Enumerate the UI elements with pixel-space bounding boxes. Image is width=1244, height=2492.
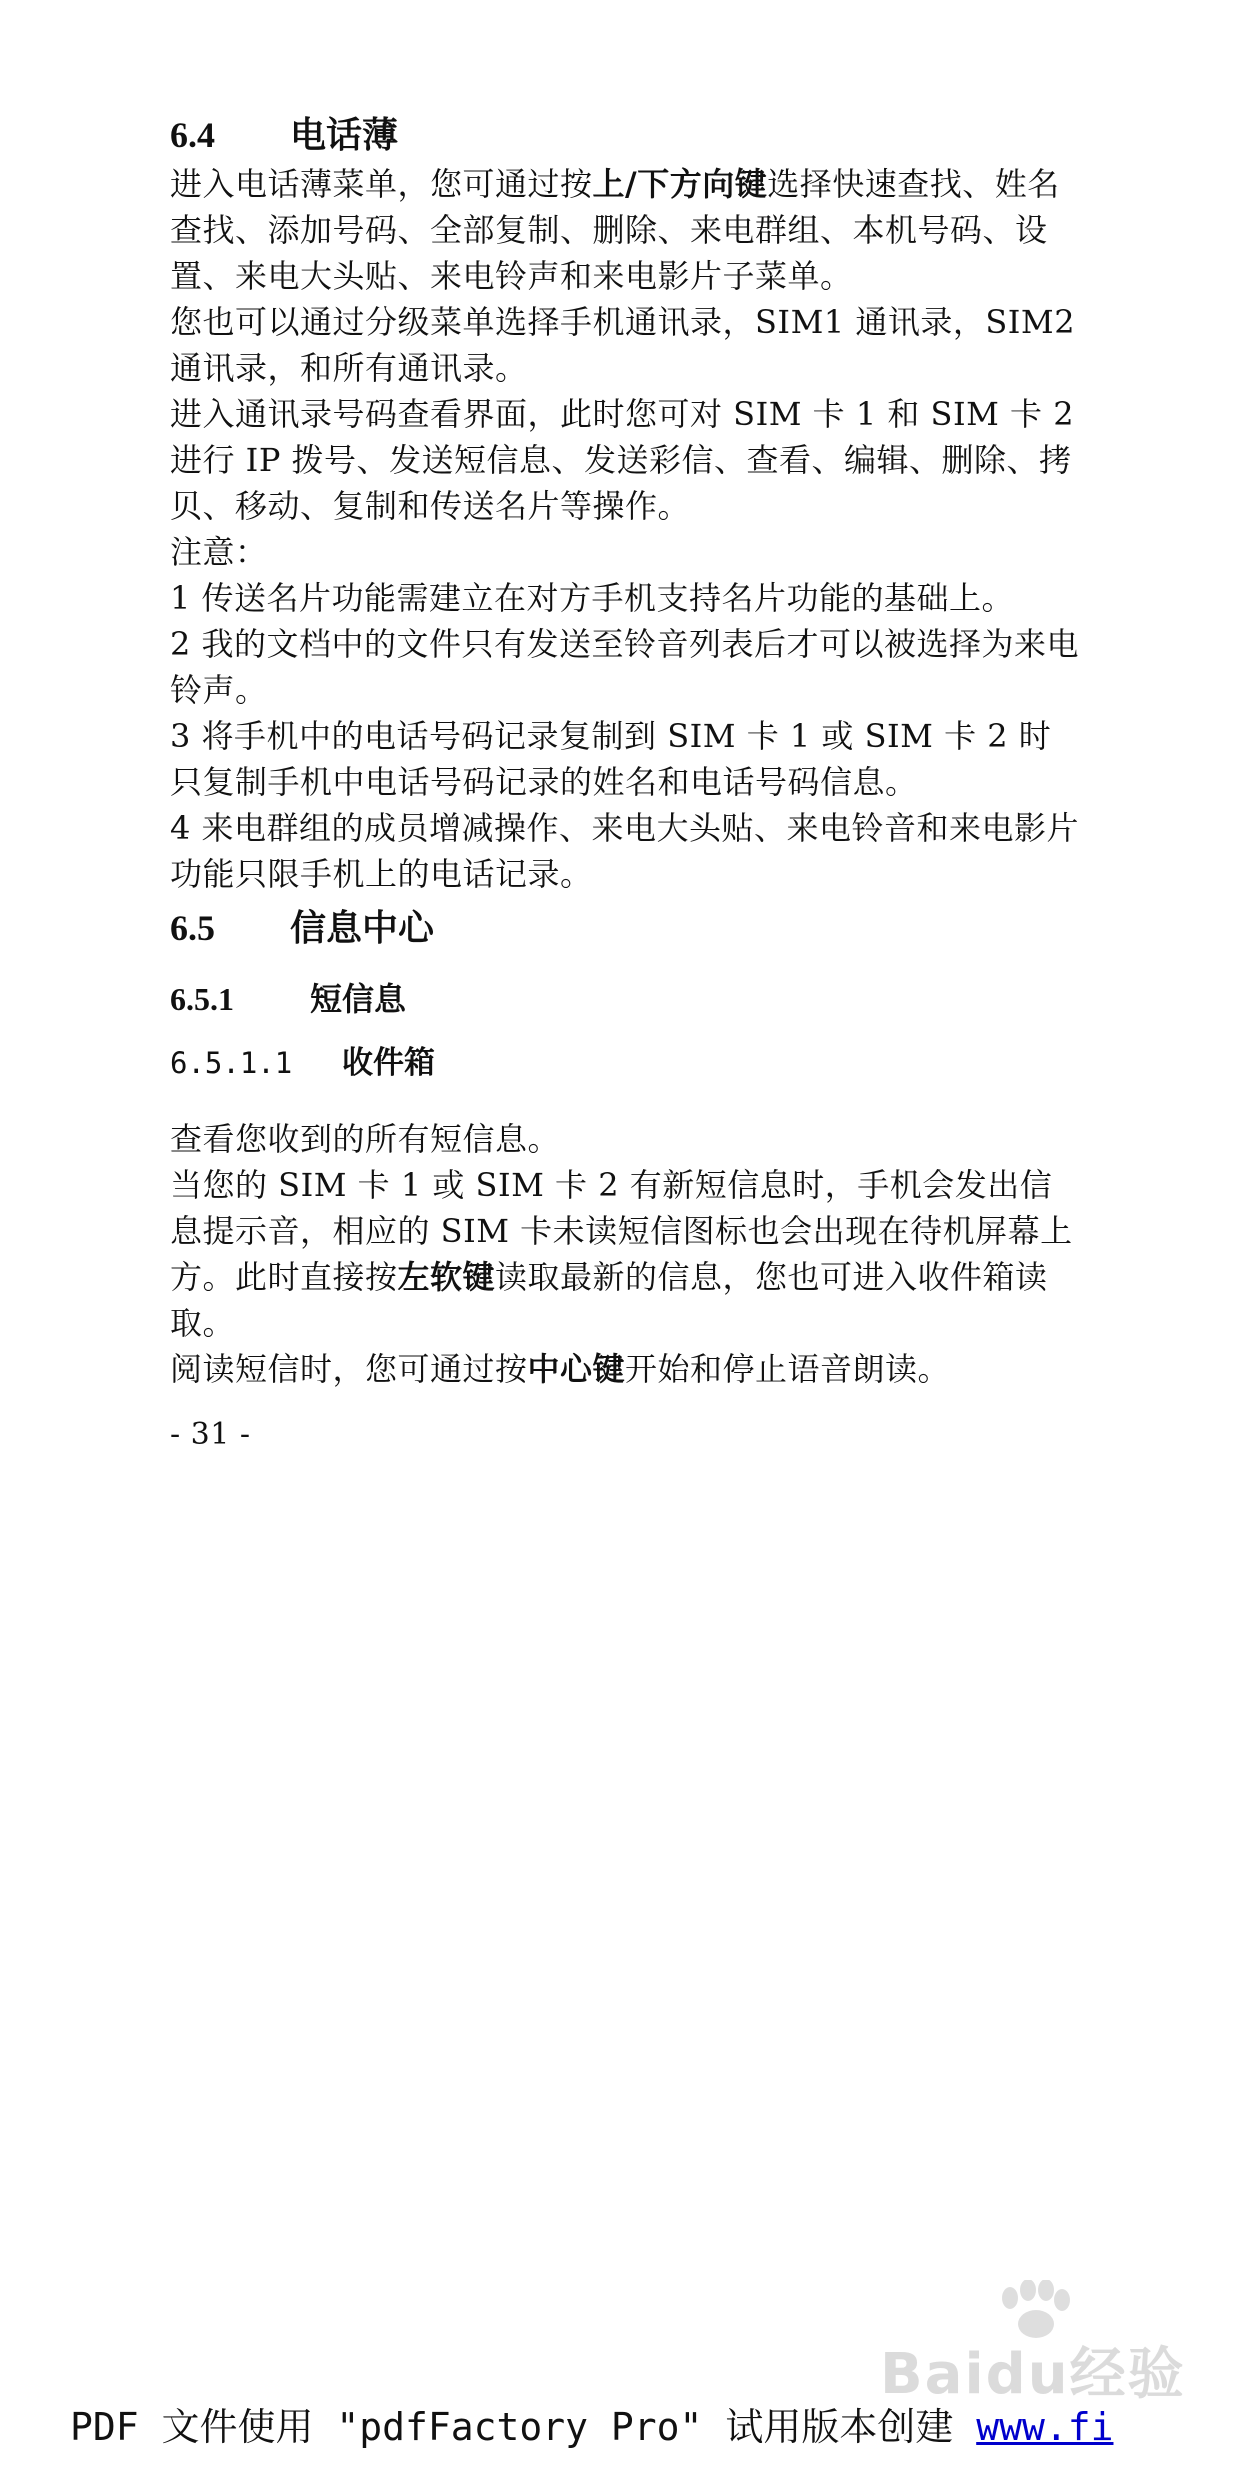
section-number: 6.5.1.1 <box>170 1046 293 1080</box>
inbox-paragraph-1: 查看您收到的所有短信息。 <box>170 1120 561 1158</box>
note-item: 4 来电群组的成员增减操作、来电大头贴、来电铃音和来电影片功能只限手机上的电话记录。 <box>170 809 1080 893</box>
note-label: 注意： <box>170 533 268 571</box>
phonebook-paragraph-3: 进入通讯录号码查看界面，此时您可对 SIM 卡 1 和 SIM 卡 2 进行 IP 拨号、发送短信息、发送彩信、查看、编辑、删除、拷贝、移动、复制和传送名片等操作。 <box>170 395 1075 525</box>
footer-link[interactable]: www.fi <box>976 2405 1114 2449</box>
section-number: 6.5.1 <box>170 981 234 1017</box>
section-title: 电话薄 <box>290 115 399 156</box>
section-number: 6.5 <box>170 908 215 948</box>
section-6-4-heading <box>170 110 1080 161</box>
key-name-center: 中心键 <box>527 1350 626 1388</box>
section-6-5-1-1-heading <box>170 1040 1080 1086</box>
section-6-5-heading <box>170 903 1080 954</box>
baidu-watermark <box>860 2280 1190 2407</box>
section-title: 信息中心 <box>290 908 435 949</box>
section-title: 收件箱 <box>342 1045 435 1081</box>
page-number: - 31 - <box>170 1417 251 1452</box>
note-item: 3 将手机中的电话号码记录复制到 SIM 卡 1 或 SIM 卡 2 时只复制手机中电话号码记录的姓名和电话号码信息。 <box>170 717 1052 801</box>
section-title: 短信息 <box>310 980 407 1018</box>
key-name-left-soft: 左软键 <box>397 1258 496 1296</box>
phonebook-paragraph-2: 您也可以通过分级菜单选择手机通讯录，SIM1 通讯录，SIM2 通讯录，和所有通讯录。 <box>170 303 1076 387</box>
phonebook-paragraph-1: 进入电话薄菜单，您可通过按上/下方向键选择快速查找、姓名查找、添加号码、全部复制、删除、来电群组、本机号码、设置、来电大头贴、来电铃声和来电影片子菜单。 <box>170 165 1060 295</box>
inbox-paragraph-3: 阅读短信时，您可通过按中心键开始和停止语音朗读。 <box>170 1350 951 1388</box>
footer-text: PDF 文件使用 "pdfFactory Pro" 试用版本创建 <box>70 2405 977 2449</box>
note-item: 2 我的文档中的文件只有发送至铃音列表后才可以被选择为来电铃声。 <box>170 625 1080 709</box>
inbox-paragraph-2: 当您的 SIM 卡 1 或 SIM 卡 2 有新短信息时，手机会发出信息提示音，相应的 SIM 卡未读短信图标也会出现在待机屏幕上方。此时直接按左软键读取最新的信息，您也可进入收件箱读取。 <box>170 1166 1073 1342</box>
page-content <box>170 110 1080 1458</box>
section-6-5-1-heading <box>170 976 1080 1022</box>
section-number: 6.4 <box>170 115 215 155</box>
key-name-up-down: 上/下方向键 <box>592 165 768 203</box>
watermark-text: Baidu经验 <box>880 2342 1186 2407</box>
pdf-footer <box>70 2396 1113 2451</box>
note-item: 1 传送名片功能需建立在对方手机支持名片功能的基础上。 <box>170 579 1015 617</box>
